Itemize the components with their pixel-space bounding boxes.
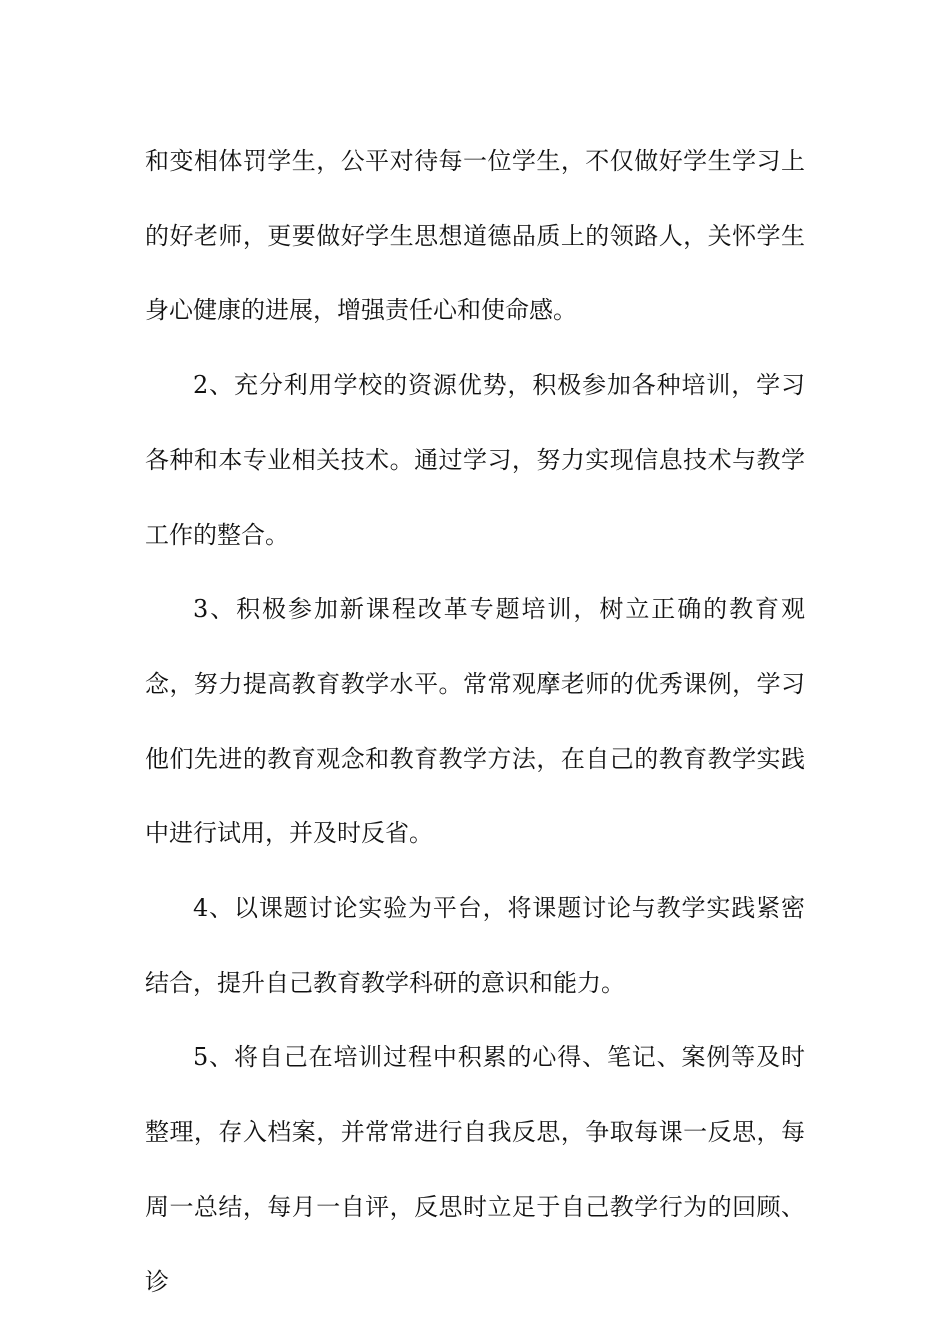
paragraph-item-3: 3、积极参加新课程改革专题培训，树立正确的教育观念，努力提高教育教学水平。常常观摩老师的优秀课例，学习他们先进的教育观念和教育教学方法，在自己的教育教学实践中进行试用，并及时反省。 <box>145 595 805 848</box>
paragraph-item-4: 4、以课题讨论实验为平台，将课题讨论与教学实践紧密结合，提升自己教育教学科研的意识和能力。 <box>145 894 805 997</box>
paragraph-item-2: 2、充分利用学校的资源优势，积极参加各种培训，学习各种和本专业相关技术。通过学习，努力实现信息技术与教学工作的整合。 <box>145 371 805 549</box>
document-body <box>145 124 805 1319</box>
paragraph-item-5: 5、将自己在培训过程中积累的心得、笔记、案例等及时整理，存入档案，并常常进行自我反思，争取每课一反思，每周一总结，每月一自评，反思时立足于自己教学行为的回顾、诊 <box>145 1043 805 1296</box>
paragraph-continuation: 和变相体罚学生，公平对待每一位学生，不仅做好学生学习上的好老师，更要做好学生思想道德品质上的领路人，关怀学生身心健康的进展，增强责任心和使命感。 <box>145 147 805 325</box>
